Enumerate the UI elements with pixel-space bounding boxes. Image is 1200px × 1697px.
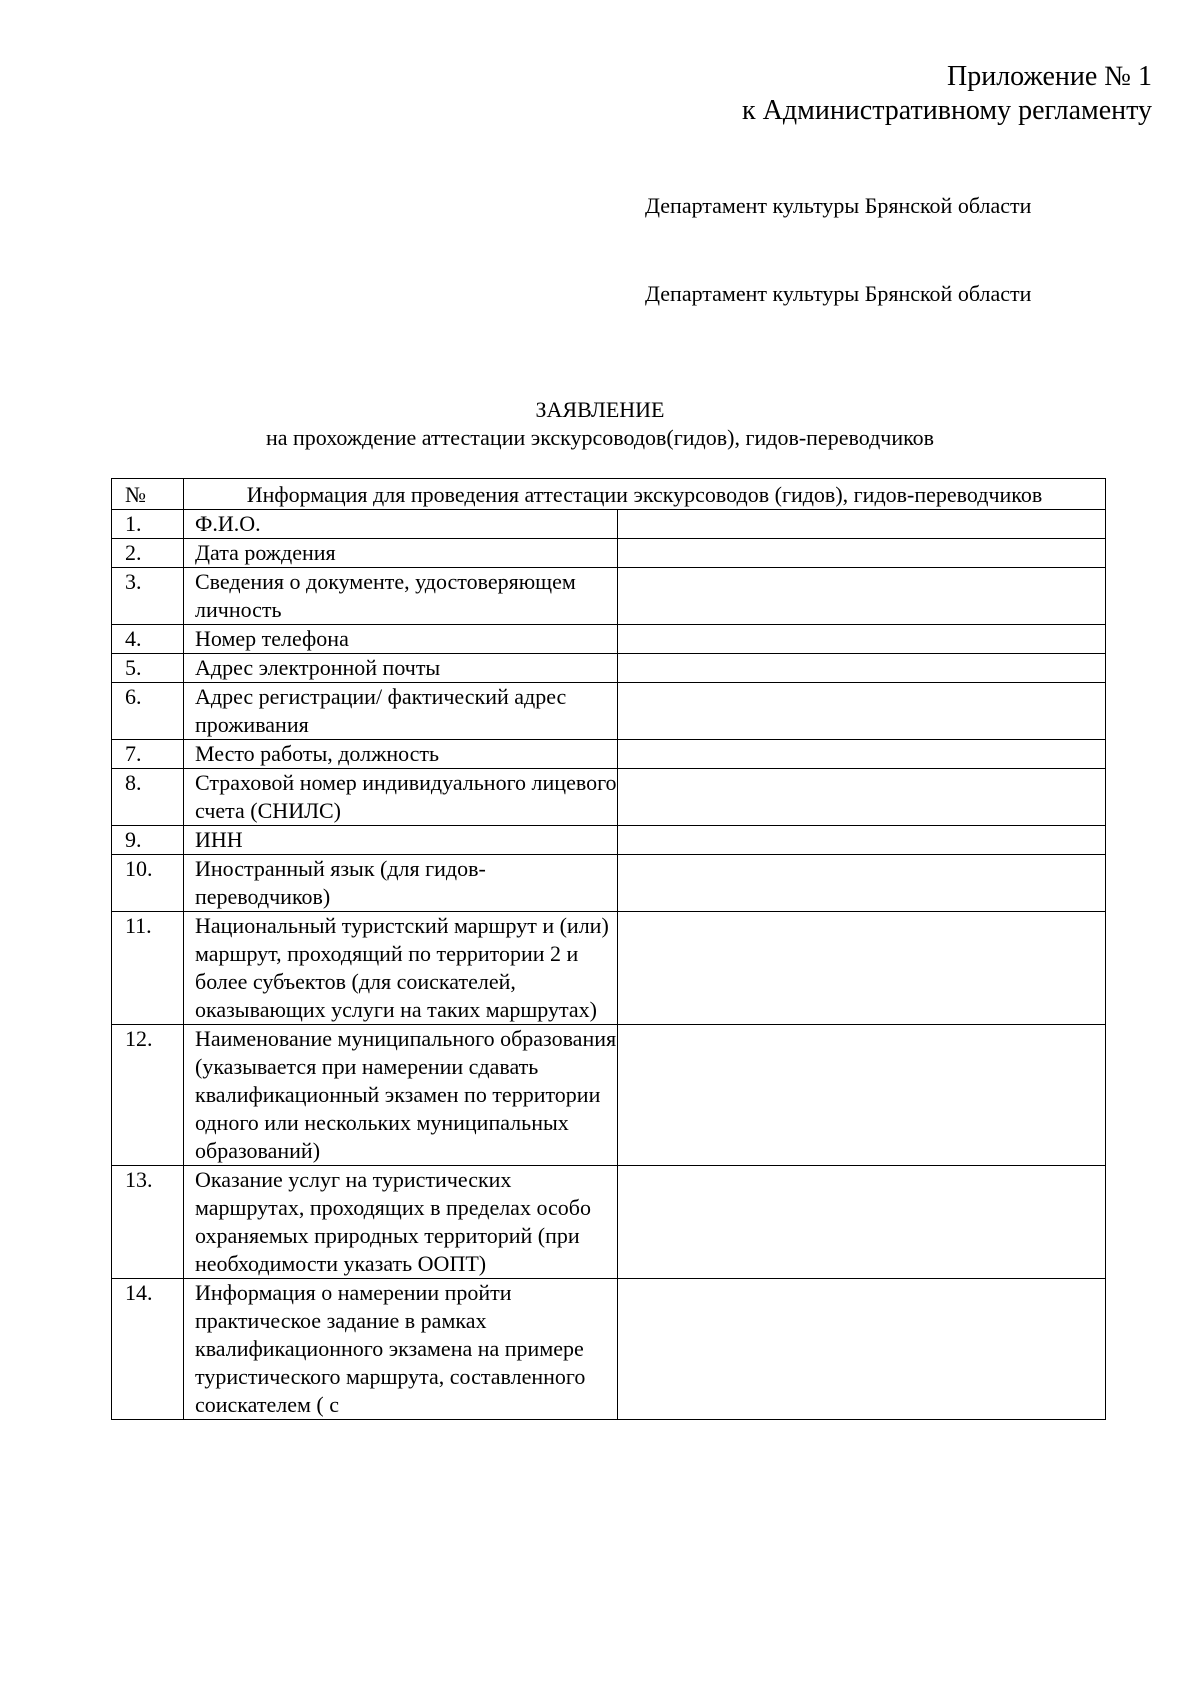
row-number: 8. [112, 769, 184, 826]
table-row [112, 1279, 1106, 1420]
row-label: Страховой номер индивидуального лицевого счета (СНИЛС) [184, 769, 618, 826]
row-number: 7. [112, 740, 184, 769]
row-value-field[interactable] [618, 855, 1106, 912]
row-label: Адрес регистрации/ фактический адрес проживания [184, 683, 618, 740]
row-label: Информация о намерении пройти практическое задание в рамках квалификационного экзамена на примере туристического маршрута, составленного соискателем ( с [184, 1279, 618, 1420]
row-value-field[interactable] [618, 740, 1106, 769]
row-label: ИНН [184, 826, 618, 855]
row-number: 5. [112, 654, 184, 683]
table-row [112, 1025, 1106, 1166]
table-row [112, 826, 1106, 855]
table-row [112, 740, 1106, 769]
row-label: Оказание услуг на туристических маршрутах, проходящих в пределах особо охраняемых природных территорий (при необходимости указать ООПТ) [184, 1166, 618, 1279]
application-table [111, 478, 1106, 1420]
table-row [112, 1166, 1106, 1279]
row-number: 4. [112, 625, 184, 654]
row-number: 12. [112, 1025, 184, 1166]
table-row [112, 625, 1106, 654]
row-number: 2. [112, 539, 184, 568]
row-value-field[interactable] [618, 1166, 1106, 1279]
document-title: ЗАЯВЛЕНИЕ [535, 397, 665, 422]
table-row [112, 855, 1106, 912]
row-value-field[interactable] [618, 912, 1106, 1025]
row-label: Сведения о документе, удостоверяющем личность [184, 568, 618, 625]
row-number: 13. [112, 1166, 184, 1279]
row-number: 6. [112, 683, 184, 740]
row-label: Место работы, должность [184, 740, 618, 769]
table-row [112, 654, 1106, 683]
row-value-field[interactable] [618, 539, 1106, 568]
table-row [112, 912, 1106, 1025]
row-number: 14. [112, 1279, 184, 1420]
row-number: 3. [112, 568, 184, 625]
table-body [112, 510, 1106, 1420]
row-value-field[interactable] [618, 510, 1106, 539]
table-row [112, 539, 1106, 568]
row-value-field[interactable] [618, 826, 1106, 855]
row-value-field[interactable] [618, 683, 1106, 740]
table-row [112, 568, 1106, 625]
row-value-field[interactable] [618, 568, 1106, 625]
appendix-heading [742, 60, 1152, 128]
header-info-cell: Информация для проведения аттестации экскурсоводов (гидов), гидов-переводчиков [184, 479, 1106, 510]
row-label: Номер телефона [184, 625, 618, 654]
row-label: Национальный туристский маршрут и (или) маршрут, проходящий по территории 2 и более субъектов (для соискателей, оказывающих услуги на таких маршрутах) [184, 912, 618, 1025]
row-label: Наименование муниципального образования (указывается при намерении сдавать квалификационный экзамен по территории одного или нескольких муниципальных образований) [184, 1025, 618, 1166]
row-label: Адрес электронной почты [184, 654, 618, 683]
row-value-field[interactable] [618, 769, 1106, 826]
row-value-field[interactable] [618, 1279, 1106, 1420]
row-number: 10. [112, 855, 184, 912]
row-value-field[interactable] [618, 654, 1106, 683]
table-header-row [112, 479, 1106, 510]
row-value-field[interactable] [618, 1025, 1106, 1166]
table-row [112, 769, 1106, 826]
addressee-department: Департамент культуры Брянской области [645, 193, 1032, 218]
table-row [112, 510, 1106, 539]
row-label: Иностранный язык (для гидов-переводчиков) [184, 855, 618, 912]
row-number: 1. [112, 510, 184, 539]
table-row [112, 683, 1106, 740]
row-number: 9. [112, 826, 184, 855]
row-label: Ф.И.О. [184, 510, 618, 539]
appendix-reference: к Административному регламенту [742, 95, 1152, 126]
appendix-number: Приложение № 1 [947, 61, 1152, 92]
header-number-cell: № [112, 479, 184, 510]
row-value-field[interactable] [618, 625, 1106, 654]
row-label: Дата рождения [184, 539, 618, 568]
row-number: 11. [112, 912, 184, 1025]
document-subtitle: на прохождение аттестации экскурсоводов(гидов), гидов-переводчиков [265, 425, 935, 450]
addressee-department-repeat: Департамент культуры Брянской области [645, 281, 1032, 306]
